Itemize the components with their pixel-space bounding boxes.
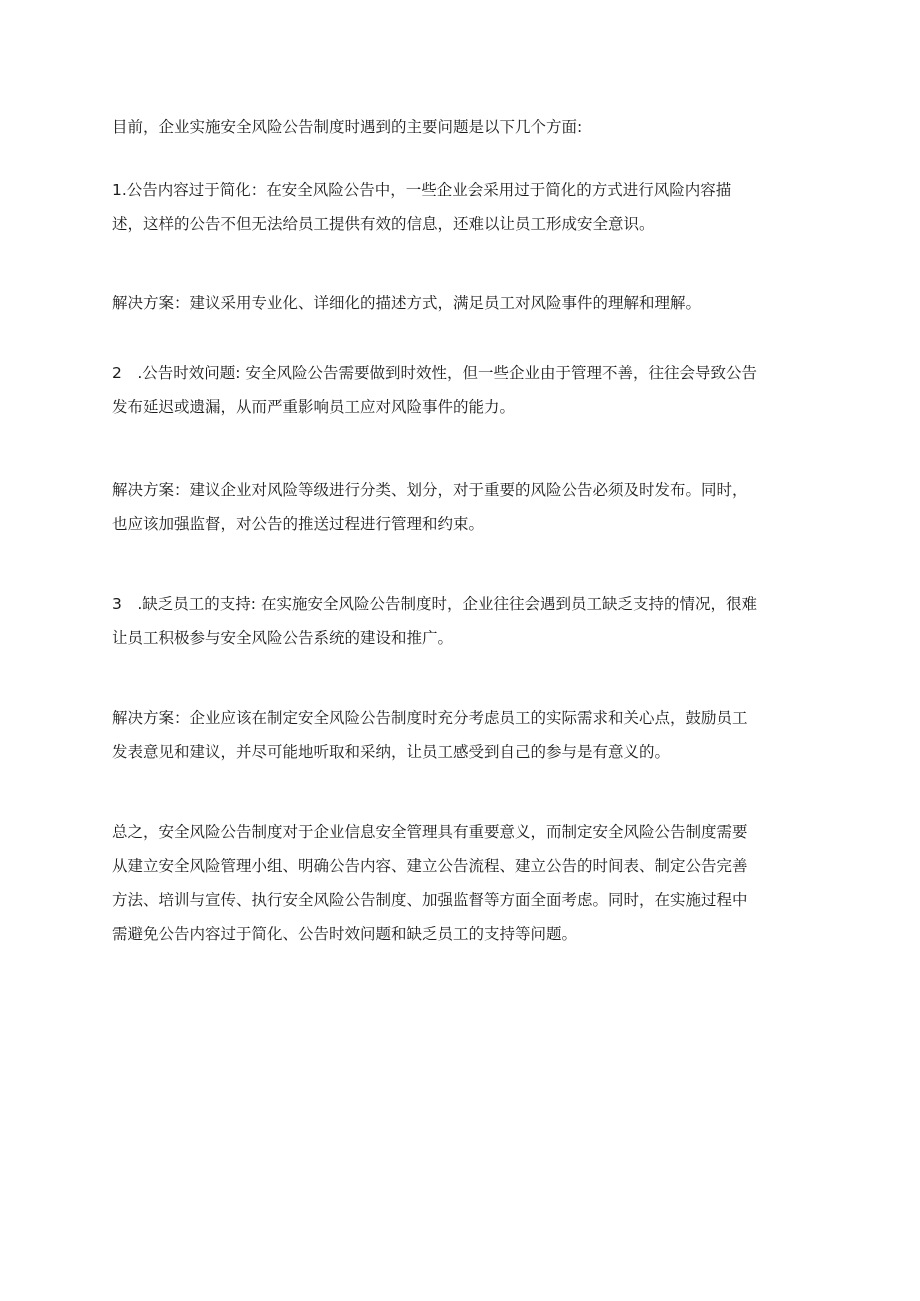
text-line: 需避免公告内容过于简化、公告时效问题和缺乏员工的支持等问题。: [112, 925, 578, 943]
issue-1-paragraph: [112, 173, 832, 241]
issue-3-paragraph: [112, 587, 832, 655]
text-line: 1.公告内容过于简化：在安全风险公告中，一些企业会采用过于简化的方式进行风险内容描: [112, 181, 732, 199]
text-line: 解决方案：建议采用专业化、详细化的描述方式，满足员工对风险事件的理解和理解。: [112, 294, 702, 312]
text-line: 解决方案：企业应该在制定安全风险公告制度时充分考虑员工的实际需求和关心点，鼓励员工: [112, 709, 748, 727]
solution-2-paragraph: [112, 473, 832, 541]
text-line: 方法、培训与宣传、执行安全风险公告制度、加强监督等方面全面考虑。同时，在实施过程中: [112, 891, 748, 909]
intro-paragraph: [112, 110, 832, 144]
conclusion-paragraph: [112, 815, 832, 951]
text-line: 解决方案：建议企业对风险等级进行分类、划分，对于重要的风险公告必须及时发布。同时，: [112, 481, 748, 499]
text-line: 目前，企业实施安全风险公告制度时遇到的主要问题是以下几个方面:: [112, 118, 583, 136]
solution-3-paragraph: [112, 701, 832, 769]
solution-1-paragraph: [112, 286, 832, 320]
text-line: 发表意见和建议，并尽可能地听取和采纳，让员工感受到自己的参与是有意义的。: [112, 743, 671, 761]
issue-2-paragraph: [112, 356, 832, 424]
text-line: 总之，安全风险公告制度对于企业信息安全管理具有重要意义，而制定安全风险公告制度需要: [112, 823, 748, 841]
text-line: 3 .缺乏员工的支持: 在实施安全风险公告制度时，企业往往会遇到员工缺乏支持的情况，很难: [112, 595, 757, 613]
text-line: 也应该加强监督，对公告的推送过程进行管理和约束。: [112, 515, 485, 533]
text-line: 发布延迟或遗漏，从而严重影响员工应对风险事件的能力。: [112, 398, 516, 416]
text-line: 让员工积极参与安全风险公告系统的建设和推广。: [112, 629, 454, 647]
text-line: 述，这样的公告不但无法给员工提供有效的信息，还难以让员工形成安全意识。: [112, 215, 655, 233]
text-line: 从建立安全风险管理小组、明确公告内容、建立公告流程、建立公告的时间表、制定公告完善: [112, 857, 748, 875]
text-line: 2 .公告时效问题: 安全风险公告需要做到时效性，但一些企业由于管理不善，往往会导致公告: [112, 364, 757, 382]
